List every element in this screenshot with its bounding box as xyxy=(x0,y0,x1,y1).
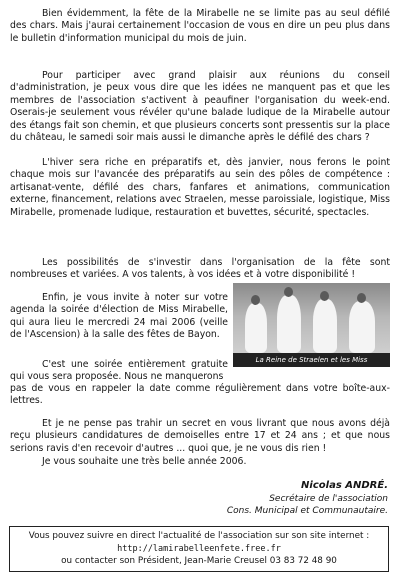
paragraph-free-evening-continued: pas de vous en rappeler la date comme régulièrement dans votre boîte-aux-lettres. xyxy=(10,383,390,407)
paragraph-miss-election: Enfin, je vous invite à noter sur votre agenda la soirée d'élection de Miss Mirabelle, qui aura lieu le mercredi 24 mai 2006 (veille de l'Ascension) à la salle des fêtes de Bayon. xyxy=(10,292,228,341)
contact-footer-box xyxy=(9,526,389,572)
paragraph-free-evening: C'est une soirée entièrement gratuite qui vous sera proposée. Nous ne manquerons xyxy=(10,359,228,383)
footer-president-contact: ou contacter son Président, Jean-Marie Creusel 03 83 72 48 90 xyxy=(61,556,337,567)
paragraph-board-meetings: Pour participer avec grand plaisir aux réunions du conseil d'administration, je peux vous dire que les idées ne manquent pas et que les membres de l'association s'activent à peaufiner l'organisation du week-end. Oserais-je seulement vous révéler qu'une balade ludique de la Mirabelle autour des étangs fait son chemin, et que plusieurs concerts sont pressentis sur la place du château, le samedi soir mais aussi le dimanche après le défilé des chars ? xyxy=(10,70,390,144)
paragraph-festival-intro: Bien évidemment, la fête de la Mirabelle ne se limite pas au seul défilé des chars. Mais j'aurai certainement l'occasion de vous en dire un peu plus dans le bulletin d'information municipal du mois de juin. xyxy=(10,8,390,44)
paragraph-new-year-wishes: Je vous souhaite une très belle année 2006. xyxy=(42,456,247,467)
footer-website-intro: Vous pouvez suivre en direct l'actualité de l'association sur son site internet : xyxy=(28,531,370,541)
miss-photo xyxy=(233,283,390,367)
signature-role: Secrétaire de l'association xyxy=(269,494,388,504)
photo-caption: La Reine de Straelen et les Miss xyxy=(233,353,390,367)
paragraph-candidates: Et je ne pense pas trahir un secret en vous livrant que nous avons déjà reçu plusieurs candidatures de demoiselles entre 17 et 24 ans ; et que nous serions ravis d'en recevoir d'autres ... quoi que, je ne vous dis rien ! xyxy=(10,418,390,454)
paragraph-get-involved: Les possibilités de s'investir dans l'organisation de la fête sont nombreuses et variées. A vos talents, à vos idées et à votre disponibilité ! xyxy=(10,257,390,281)
signature-department: Cons. Municipal et Communautaire. xyxy=(226,506,388,516)
signature-name: Nicolas ANDRÉ. xyxy=(301,480,388,491)
website-url-link[interactable]: http://lamirabelleenfete.free.fr xyxy=(117,543,281,554)
paragraph-winter-preparations: L'hiver sera riche en préparatifs et, dès janvier, nous ferons le point chaque mois sur l'avancée des préparatifs au sein des pôles de compétence : artisanat-vente, défilé des chars, fanfares et animations, communication externe, financement, relations avec Straelen, messe paroissiale, logistique, Miss Mirabelle, promenade ludique, restauration et buvettes, sécurité, spectacles. xyxy=(10,157,390,218)
